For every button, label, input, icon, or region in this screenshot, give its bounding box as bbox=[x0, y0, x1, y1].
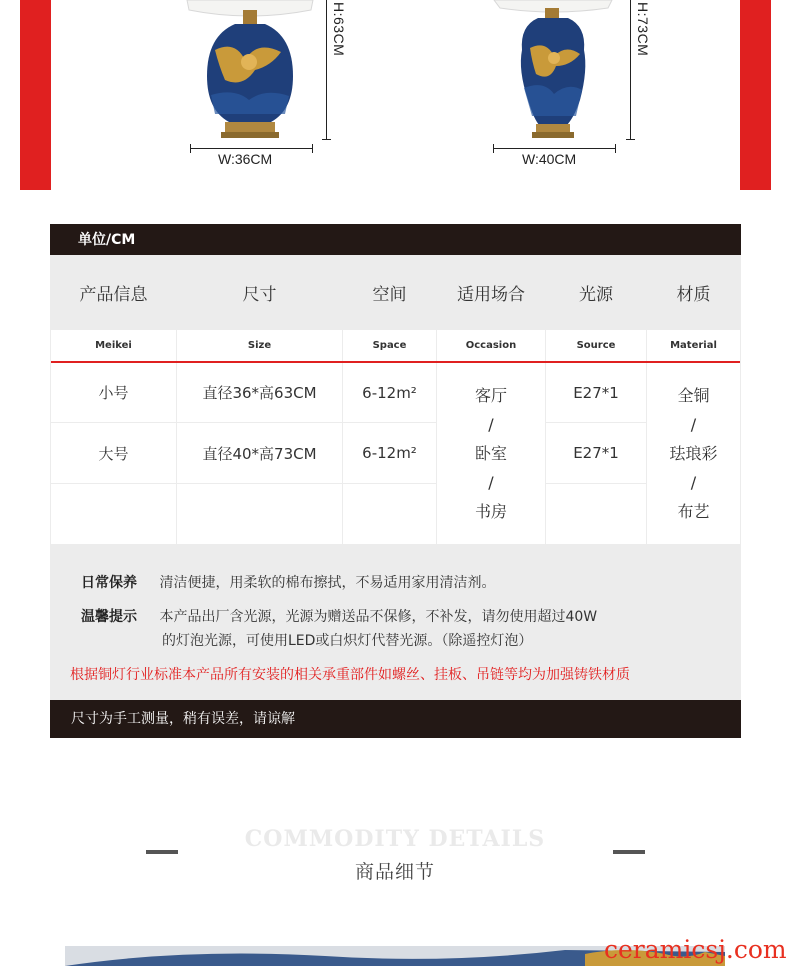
care-text: 清洁便捷，用柔软的棉布擦拭，不易适用家用清洁剂。 bbox=[159, 575, 496, 591]
row2-size: 直径40*高73CM bbox=[177, 423, 342, 483]
material-line-3: 珐琅彩 bbox=[669, 444, 718, 463]
row3-space bbox=[343, 484, 436, 544]
material-line-2: / bbox=[690, 415, 697, 434]
height-dimension-line-large bbox=[630, 0, 631, 140]
row2-space: 6-12m² bbox=[343, 423, 436, 483]
tip-note bbox=[81, 606, 597, 626]
height-label-large: H:73CM bbox=[635, 2, 651, 57]
tip-label: 温馨提示 bbox=[81, 609, 137, 625]
occasion-cell bbox=[437, 363, 545, 544]
col-subheader-occasion: Occasion bbox=[437, 330, 545, 361]
red-notice: 根据铜灯行业标准本产品所有安装的相关承重部件如螺丝、挂板、吊链等均为加强铸铁材质 bbox=[70, 667, 630, 683]
width-label-large: W:40CM bbox=[522, 151, 577, 167]
row1-model: 小号 bbox=[51, 363, 176, 422]
row2-model: 大号 bbox=[51, 423, 176, 483]
row3-model bbox=[51, 484, 176, 544]
lamp-small-image bbox=[185, 0, 330, 145]
material-line-5: 布艺 bbox=[677, 502, 710, 521]
decorative-red-bar-right bbox=[740, 0, 771, 190]
col-subheader-material: Material bbox=[647, 330, 740, 361]
watermark: ceramicsj.com bbox=[604, 935, 787, 964]
width-dimension-tick-small-left bbox=[190, 144, 191, 153]
care-label: 日常保养 bbox=[81, 575, 137, 591]
height-dimension-tick-large bbox=[626, 139, 635, 140]
width-dimension-tick-small-right bbox=[312, 144, 313, 153]
material-cell bbox=[647, 363, 740, 544]
height-label-small: H:63CM bbox=[331, 2, 347, 57]
decorative-red-bar-left bbox=[20, 0, 51, 190]
width-dimension-line-large bbox=[493, 148, 616, 149]
occasion-line-2: / bbox=[488, 415, 494, 434]
col-header-size: 尺寸 bbox=[242, 285, 277, 305]
occasion-line-5: 书房 bbox=[474, 502, 507, 521]
tip-text-1: 本产品出厂含光源，光源为赠送品不保修，不补发，请勿使用超过40W bbox=[159, 609, 598, 625]
details-title-cn: 商品细节 bbox=[354, 861, 435, 883]
col-header-space: 空间 bbox=[372, 285, 407, 305]
material-line-1: 全铜 bbox=[677, 386, 710, 405]
row1-source: E27*1 bbox=[546, 363, 646, 422]
spec-panel bbox=[50, 224, 741, 738]
footer-note: 尺寸为手工测量，稍有误差，请谅解 bbox=[50, 700, 741, 738]
col-header-product: 产品信息 bbox=[79, 285, 148, 305]
row3-source bbox=[546, 484, 646, 544]
width-label-small: W:36CM bbox=[218, 151, 273, 167]
occasion-line-3: 卧室 bbox=[474, 444, 507, 463]
col-header-occasion: 适用场合 bbox=[457, 285, 525, 305]
details-title-en: COMMODITY DETAILS bbox=[244, 826, 546, 852]
row1-space: 6-12m² bbox=[343, 363, 436, 422]
width-dimension-tick-large-left bbox=[493, 144, 494, 153]
row1-size: 直径36*高63CM bbox=[177, 363, 342, 422]
row3-size bbox=[177, 484, 342, 544]
col-subheader-product: Meikei bbox=[51, 330, 176, 361]
tip-note-cont bbox=[162, 630, 532, 650]
occasion-line-4: / bbox=[488, 473, 494, 492]
height-dimension-tick-small bbox=[322, 139, 331, 140]
col-subheader-size: Size bbox=[177, 330, 342, 361]
height-dimension-line-small bbox=[326, 0, 327, 140]
col-header-material: 材质 bbox=[676, 285, 711, 305]
col-header-source: 光源 bbox=[579, 285, 613, 305]
tip-text-2: 的灯泡光源，可使用LED或白炽灯代替光源。（除遥控灯泡） bbox=[162, 633, 533, 649]
width-dimension-line-small bbox=[190, 148, 313, 149]
occasion-line-1: 客厅 bbox=[474, 386, 507, 405]
lamp-large-image bbox=[490, 0, 625, 145]
col-subheader-space: Space bbox=[343, 330, 436, 361]
col-subheader-source: Source bbox=[546, 330, 646, 361]
row2-source: E27*1 bbox=[546, 423, 646, 483]
care-note bbox=[81, 572, 495, 592]
width-dimension-tick-large-right bbox=[615, 144, 616, 153]
material-line-4: / bbox=[690, 473, 697, 492]
unit-label: 单位/CM bbox=[50, 224, 741, 255]
